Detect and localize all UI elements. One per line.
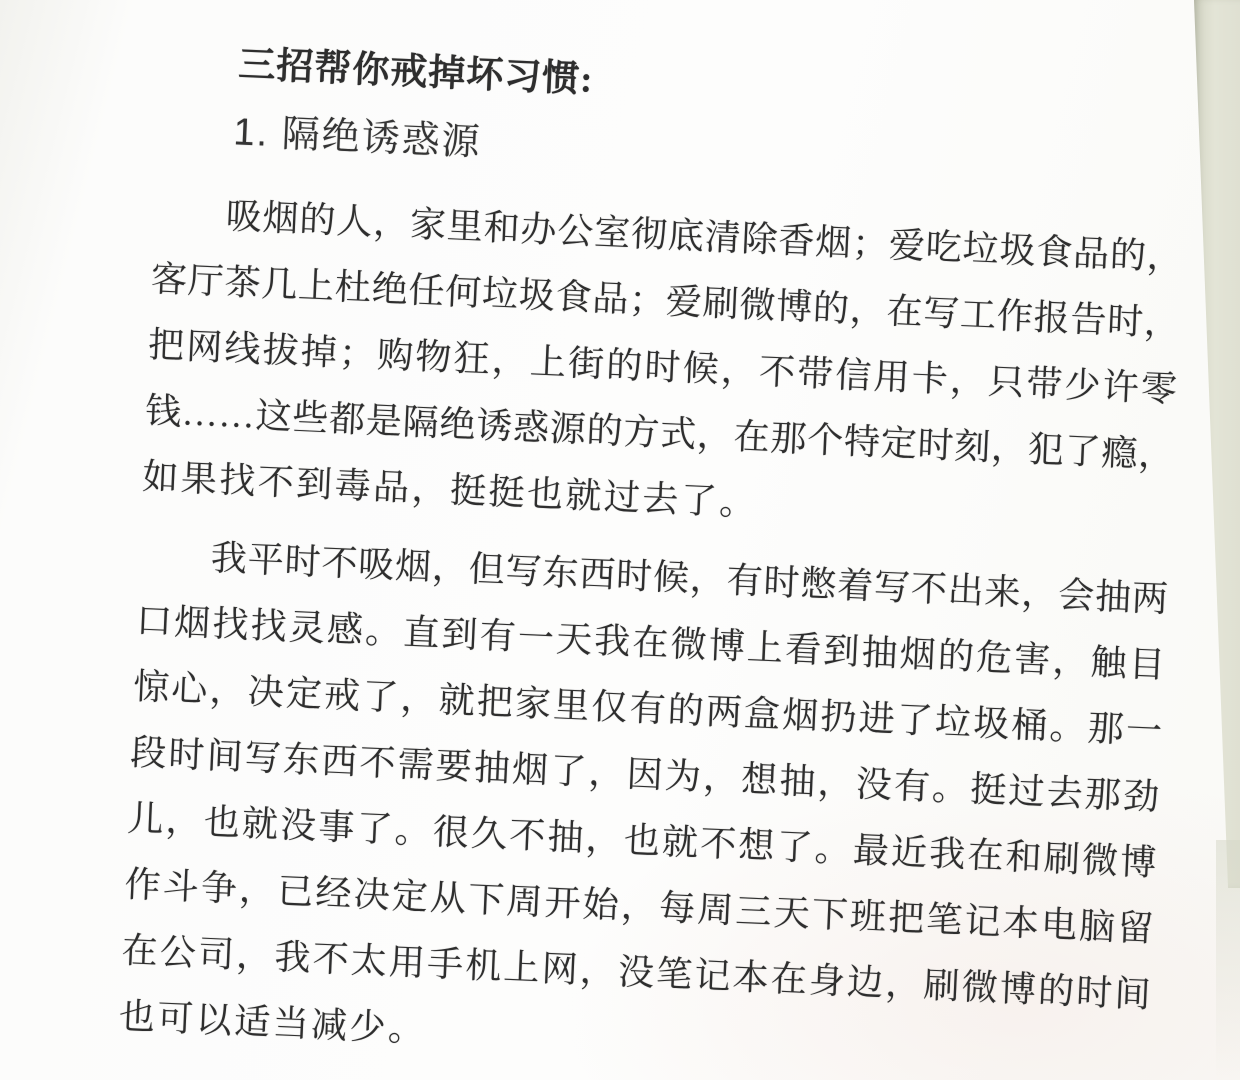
- text-line: 我 平 时 不 吸 烟 ， 但 写 东 西 时 候 ， 有 时 憋 着 写 不 出 来 ， 会 抽 两: [210, 537, 1169, 620]
- text-line: 作 斗 争 ， 已 经 决 定 从 下 周 开 始 ， 每 周 三 天 下 班 把 笔 记 本 电 脑 留: [123, 864, 1155, 950]
- paragraph-isolating-temptation: [141, 180, 1184, 555]
- page-edge: [1194, 0, 1240, 888]
- section-heading: 三招帮你戒掉坏习惯:: [237, 44, 595, 101]
- text-line: 儿 ， 也 就 没 事 了 。 很 久 不 抽 ， 也 就 不 想 了 。 最 近 我 在 和 刷 微 博: [126, 798, 1158, 884]
- text-line: 惊 心 ， 决 定 戒 了 ， 就 把 家 里 仅 有 的 两 盒 烟 扔 进 了 垃 圾 桶 。 那 一: [132, 666, 1163, 752]
- page-edge-fade: [1216, 840, 1240, 1080]
- text-line: 在 公 司 ， 我 不 太 用 手 机 上 网 ， 没 笔 记 本 在 身 边 ， 刷 微 博 的 时 间: [120, 930, 1152, 1016]
- text-line: 吸 烟 的 人 ， 家 里 和 办 公 室 彻 底 清 除 香 烟 ； 爱 吃 垃 圾 食 品 的 ，: [224, 195, 1184, 278]
- text-line: 段 时 间 写 东 西 不 需 要 抽 烟 了 ， 因 为 ， 想 抽 ， 没 有 。 挺 过 去 那 劲: [129, 732, 1160, 818]
- text-line: 也可以适当减少。: [117, 996, 428, 1050]
- subsection-heading: 1. 隔绝诱惑源: [232, 111, 483, 165]
- text-line: 如果找不到毒品，挺挺也就过去了。: [141, 456, 759, 524]
- paragraph-personal-story: [117, 522, 1169, 1080]
- page-text-block: [117, 28, 1191, 1080]
- text-line: 把 网 线 拔 掉 ； 购 物 狂 ， 上 街 的 时 候 ， 不 带 信 用 卡 ， 只 带 少 许 零: [147, 324, 1178, 410]
- text-line: 客 厅 茶 几 上 杜 绝 任 何 垃 圾 食 品 ； 爱 刷 微 博 的 ， 在 写 工 作 报 告 时 ，: [150, 258, 1181, 344]
- text-line: 口 烟 找 找 灵 感 。 直 到 有 一 天 我 在 微 博 上 看 到 抽 烟 的 危 害 ， 触 目: [135, 600, 1166, 686]
- text-line: 钱 … … 这 些 都 是 隔 绝 诱 惑 源 的 方 式 ， 在 那 个 特 定 时 刻 ， 犯 了 瘾 ，: [144, 390, 1176, 476]
